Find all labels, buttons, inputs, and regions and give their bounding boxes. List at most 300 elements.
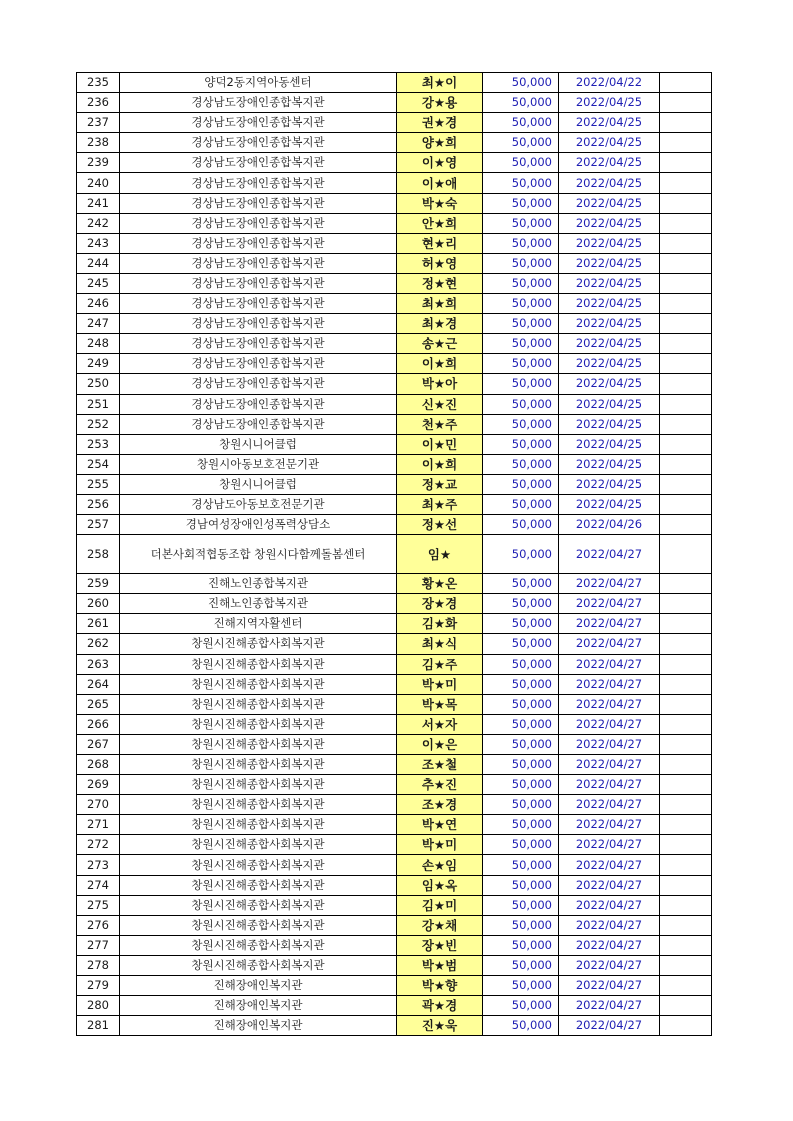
note-cell: [660, 394, 712, 414]
row-number: 236: [77, 93, 120, 113]
organization-name: 경상남도장애인종합복지관: [120, 153, 397, 173]
organization-name: 경상남도장애인종합복지관: [120, 133, 397, 153]
amount-value: 50,000: [483, 915, 559, 935]
table-row: [77, 955, 712, 975]
payment-date: 2022/04/25: [559, 394, 660, 414]
row-number: 248: [77, 334, 120, 354]
row-number: 235: [77, 73, 120, 93]
amount-value: 50,000: [483, 674, 559, 694]
recipient-name: 서★자: [397, 714, 483, 734]
organization-name: 창원시아동보호전문기관: [120, 454, 397, 474]
amount-value: 50,000: [483, 253, 559, 273]
table-row: [77, 113, 712, 133]
organization-name: 경상남도장애인종합복지관: [120, 233, 397, 253]
note-cell: [660, 73, 712, 93]
recipient-name: 이★영: [397, 153, 483, 173]
amount-value: 50,000: [483, 474, 559, 494]
recipient-name: 이★은: [397, 734, 483, 754]
recipient-name: 조★경: [397, 795, 483, 815]
recipient-name: 강★채: [397, 915, 483, 935]
table-row: [77, 133, 712, 153]
note-cell: [660, 535, 712, 574]
row-number: 259: [77, 574, 120, 594]
donation-table: [76, 72, 712, 1036]
row-number: 270: [77, 795, 120, 815]
table-row: [77, 454, 712, 474]
amount-value: 50,000: [483, 734, 559, 754]
organization-name: 진해지역자활센터: [120, 614, 397, 634]
organization-name: 경남여성장애인성폭력상담소: [120, 515, 397, 535]
payment-date: 2022/04/25: [559, 113, 660, 133]
note-cell: [660, 694, 712, 714]
recipient-name: 진★욱: [397, 1016, 483, 1036]
amount-value: 50,000: [483, 454, 559, 474]
organization-name: 진해노인종합복지관: [120, 574, 397, 594]
table-row: [77, 374, 712, 394]
amount-value: 50,000: [483, 875, 559, 895]
recipient-name: 허★영: [397, 253, 483, 273]
payment-date: 2022/04/27: [559, 976, 660, 996]
organization-name: 창원시진해종합사회복지관: [120, 775, 397, 795]
row-number: 254: [77, 454, 120, 474]
payment-date: 2022/04/27: [559, 654, 660, 674]
row-number: 247: [77, 314, 120, 334]
organization-name: 진해장애인복지관: [120, 976, 397, 996]
table-row: [77, 875, 712, 895]
note-cell: [660, 314, 712, 334]
recipient-name: 조★철: [397, 755, 483, 775]
payment-date: 2022/04/27: [559, 996, 660, 1016]
table-row: [77, 915, 712, 935]
row-number: 266: [77, 714, 120, 734]
amount-value: 50,000: [483, 795, 559, 815]
note-cell: [660, 434, 712, 454]
recipient-name: 강★용: [397, 93, 483, 113]
table-row: [77, 193, 712, 213]
payment-date: 2022/04/27: [559, 714, 660, 734]
recipient-name: 추★진: [397, 775, 483, 795]
note-cell: [660, 113, 712, 133]
recipient-name: 최★이: [397, 73, 483, 93]
amount-value: 50,000: [483, 515, 559, 535]
recipient-name: 이★민: [397, 434, 483, 454]
amount-value: 50,000: [483, 133, 559, 153]
note-cell: [660, 996, 712, 1016]
payment-date: 2022/04/25: [559, 374, 660, 394]
table-row: [77, 253, 712, 273]
organization-name: 경상남도장애인종합복지관: [120, 294, 397, 314]
table-row: [77, 734, 712, 754]
row-number: 258: [77, 535, 120, 574]
table-row: [77, 434, 712, 454]
payment-date: 2022/04/25: [559, 474, 660, 494]
amount-value: 50,000: [483, 153, 559, 173]
payment-date: 2022/04/25: [559, 454, 660, 474]
amount-value: 50,000: [483, 233, 559, 253]
recipient-name: 이★애: [397, 173, 483, 193]
recipient-name: 장★경: [397, 594, 483, 614]
row-number: 276: [77, 915, 120, 935]
table-row: [77, 594, 712, 614]
row-number: 275: [77, 895, 120, 915]
note-cell: [660, 955, 712, 975]
recipient-name: 정★교: [397, 474, 483, 494]
organization-name: 창원시진해종합사회복지관: [120, 875, 397, 895]
recipient-name: 황★온: [397, 574, 483, 594]
table-row: [77, 674, 712, 694]
payment-date: 2022/04/27: [559, 895, 660, 915]
note-cell: [660, 594, 712, 614]
table-row: [77, 314, 712, 334]
organization-name: 창원시니어클럽: [120, 474, 397, 494]
payment-date: 2022/04/27: [559, 535, 660, 574]
note-cell: [660, 895, 712, 915]
payment-date: 2022/04/25: [559, 273, 660, 293]
row-number: 249: [77, 354, 120, 374]
recipient-name: 최★경: [397, 314, 483, 334]
note-cell: [660, 775, 712, 795]
table-row: [77, 815, 712, 835]
recipient-name: 박★범: [397, 955, 483, 975]
row-number: 250: [77, 374, 120, 394]
organization-name: 창원시진해종합사회복지관: [120, 935, 397, 955]
row-number: 263: [77, 654, 120, 674]
amount-value: 50,000: [483, 996, 559, 1016]
recipient-name: 천★주: [397, 414, 483, 434]
payment-date: 2022/04/26: [559, 515, 660, 535]
organization-name: 창원시진해종합사회복지관: [120, 714, 397, 734]
note-cell: [660, 253, 712, 273]
amount-value: 50,000: [483, 955, 559, 975]
payment-date: 2022/04/25: [559, 494, 660, 514]
payment-date: 2022/04/27: [559, 815, 660, 835]
organization-name: 경상남도장애인종합복지관: [120, 414, 397, 434]
note-cell: [660, 173, 712, 193]
amount-value: 50,000: [483, 314, 559, 334]
row-number: 237: [77, 113, 120, 133]
organization-name: 창원시진해종합사회복지관: [120, 795, 397, 815]
recipient-name: 양★희: [397, 133, 483, 153]
amount-value: 50,000: [483, 334, 559, 354]
amount-value: 50,000: [483, 935, 559, 955]
note-cell: [660, 414, 712, 434]
table-row: [77, 1016, 712, 1036]
payment-date: 2022/04/25: [559, 294, 660, 314]
organization-name: 진해노인종합복지관: [120, 594, 397, 614]
note-cell: [660, 614, 712, 634]
table-row: [77, 93, 712, 113]
amount-value: 50,000: [483, 654, 559, 674]
amount-value: 50,000: [483, 273, 559, 293]
note-cell: [660, 233, 712, 253]
row-number: 279: [77, 976, 120, 996]
note-cell: [660, 213, 712, 233]
row-number: 268: [77, 755, 120, 775]
row-number: 264: [77, 674, 120, 694]
amount-value: 50,000: [483, 434, 559, 454]
row-number: 262: [77, 634, 120, 654]
recipient-name: 김★주: [397, 654, 483, 674]
note-cell: [660, 654, 712, 674]
amount-value: 50,000: [483, 394, 559, 414]
recipient-name: 손★임: [397, 855, 483, 875]
row-number: 269: [77, 775, 120, 795]
organization-name: 창원시진해종합사회복지관: [120, 694, 397, 714]
row-number: 278: [77, 955, 120, 975]
row-number: 281: [77, 1016, 120, 1036]
row-number: 256: [77, 494, 120, 514]
table-row: [77, 654, 712, 674]
row-number: 246: [77, 294, 120, 314]
amount-value: 50,000: [483, 815, 559, 835]
row-number: 245: [77, 273, 120, 293]
amount-value: 50,000: [483, 714, 559, 734]
organization-name: 창원시진해종합사회복지관: [120, 634, 397, 654]
organization-name: 경상남도아동보호전문기관: [120, 494, 397, 514]
recipient-name: 이★희: [397, 454, 483, 474]
organization-name: 더본사회적협동조합 창원시다함께돌봄센터: [120, 535, 397, 574]
recipient-name: 박★목: [397, 694, 483, 714]
organization-name: 경상남도장애인종합복지관: [120, 354, 397, 374]
table-row: [77, 976, 712, 996]
note-cell: [660, 855, 712, 875]
amount-value: 50,000: [483, 193, 559, 213]
table-row: [77, 173, 712, 193]
donation-table-body: [77, 73, 712, 1036]
recipient-name: 안★희: [397, 213, 483, 233]
organization-name: 창원시진해종합사회복지관: [120, 815, 397, 835]
amount-value: 50,000: [483, 755, 559, 775]
organization-name: 진해장애인복지관: [120, 1016, 397, 1036]
recipient-name: 임★옥: [397, 875, 483, 895]
recipient-name: 박★향: [397, 976, 483, 996]
table-row: [77, 213, 712, 233]
table-row: [77, 996, 712, 1016]
table-row: [77, 895, 712, 915]
note-cell: [660, 875, 712, 895]
table-row: [77, 795, 712, 815]
table-row: [77, 835, 712, 855]
row-number: 280: [77, 996, 120, 1016]
row-number: 271: [77, 815, 120, 835]
amount-value: 50,000: [483, 494, 559, 514]
row-number: 255: [77, 474, 120, 494]
recipient-name: 곽★경: [397, 996, 483, 1016]
amount-value: 50,000: [483, 835, 559, 855]
amount-value: 50,000: [483, 694, 559, 714]
organization-name: 경상남도장애인종합복지관: [120, 314, 397, 334]
payment-date: 2022/04/27: [559, 594, 660, 614]
note-cell: [660, 815, 712, 835]
payment-date: 2022/04/25: [559, 233, 660, 253]
table-row: [77, 494, 712, 514]
recipient-name: 박★미: [397, 835, 483, 855]
recipient-name: 임★: [397, 535, 483, 574]
recipient-name: 현★리: [397, 233, 483, 253]
table-row: [77, 694, 712, 714]
table-row: [77, 273, 712, 293]
payment-date: 2022/04/25: [559, 414, 660, 434]
recipient-name: 이★희: [397, 354, 483, 374]
row-number: 267: [77, 734, 120, 754]
note-cell: [660, 714, 712, 734]
note-cell: [660, 334, 712, 354]
recipient-name: 최★주: [397, 494, 483, 514]
table-row: [77, 414, 712, 434]
amount-value: 50,000: [483, 634, 559, 654]
payment-date: 2022/04/27: [559, 574, 660, 594]
note-cell: [660, 835, 712, 855]
table-row: [77, 394, 712, 414]
table-row: [77, 755, 712, 775]
organization-name: 양덕2동지역아동센터: [120, 73, 397, 93]
row-number: 265: [77, 694, 120, 714]
note-cell: [660, 474, 712, 494]
payment-date: 2022/04/27: [559, 935, 660, 955]
recipient-name: 최★희: [397, 294, 483, 314]
table-row: [77, 614, 712, 634]
recipient-name: 신★진: [397, 394, 483, 414]
amount-value: 50,000: [483, 73, 559, 93]
recipient-name: 김★미: [397, 895, 483, 915]
payment-date: 2022/04/27: [559, 835, 660, 855]
note-cell: [660, 354, 712, 374]
payment-date: 2022/04/25: [559, 354, 660, 374]
amount-value: 50,000: [483, 213, 559, 233]
note-cell: [660, 976, 712, 996]
note-cell: [660, 494, 712, 514]
payment-date: 2022/04/27: [559, 775, 660, 795]
table-row: [77, 334, 712, 354]
note-cell: [660, 515, 712, 535]
amount-value: 50,000: [483, 354, 559, 374]
organization-name: 경상남도장애인종합복지관: [120, 394, 397, 414]
payment-date: 2022/04/27: [559, 955, 660, 975]
table-row: [77, 73, 712, 93]
note-cell: [660, 935, 712, 955]
table-row: [77, 574, 712, 594]
row-number: 260: [77, 594, 120, 614]
organization-name: 창원시진해종합사회복지관: [120, 755, 397, 775]
note-cell: [660, 915, 712, 935]
amount-value: 50,000: [483, 93, 559, 113]
note-cell: [660, 153, 712, 173]
payment-date: 2022/04/25: [559, 193, 660, 213]
note-cell: [660, 133, 712, 153]
amount-value: 50,000: [483, 895, 559, 915]
recipient-name: 최★식: [397, 634, 483, 654]
row-number: 239: [77, 153, 120, 173]
payment-date: 2022/04/25: [559, 253, 660, 273]
note-cell: [660, 795, 712, 815]
payment-date: 2022/04/27: [559, 694, 660, 714]
payment-date: 2022/04/22: [559, 73, 660, 93]
organization-name: 경상남도장애인종합복지관: [120, 113, 397, 133]
note-cell: [660, 273, 712, 293]
row-number: 253: [77, 434, 120, 454]
organization-name: 경상남도장애인종합복지관: [120, 253, 397, 273]
amount-value: 50,000: [483, 614, 559, 634]
row-number: 243: [77, 233, 120, 253]
recipient-name: 정★선: [397, 515, 483, 535]
organization-name: 창원시진해종합사회복지관: [120, 855, 397, 875]
row-number: 252: [77, 414, 120, 434]
recipient-name: 박★아: [397, 374, 483, 394]
row-number: 244: [77, 253, 120, 273]
table-row: [77, 233, 712, 253]
payment-date: 2022/04/25: [559, 153, 660, 173]
table-row: [77, 535, 712, 574]
note-cell: [660, 755, 712, 775]
recipient-name: 장★빈: [397, 935, 483, 955]
row-number: 277: [77, 935, 120, 955]
organization-name: 창원시진해종합사회복지관: [120, 734, 397, 754]
recipient-name: 김★화: [397, 614, 483, 634]
recipient-name: 정★현: [397, 273, 483, 293]
amount-value: 50,000: [483, 775, 559, 795]
organization-name: 경상남도장애인종합복지관: [120, 193, 397, 213]
payment-date: 2022/04/27: [559, 634, 660, 654]
row-number: 242: [77, 213, 120, 233]
note-cell: [660, 193, 712, 213]
table-row: [77, 153, 712, 173]
organization-name: 창원시진해종합사회복지관: [120, 895, 397, 915]
payment-date: 2022/04/25: [559, 133, 660, 153]
payment-date: 2022/04/27: [559, 875, 660, 895]
payment-date: 2022/04/25: [559, 314, 660, 334]
organization-name: 진해장애인복지관: [120, 996, 397, 1016]
payment-date: 2022/04/27: [559, 855, 660, 875]
table-row: [77, 634, 712, 654]
table-row: [77, 354, 712, 374]
amount-value: 50,000: [483, 294, 559, 314]
payment-date: 2022/04/25: [559, 173, 660, 193]
payment-date: 2022/04/27: [559, 795, 660, 815]
recipient-name: 송★근: [397, 334, 483, 354]
amount-value: 50,000: [483, 574, 559, 594]
table-row: [77, 855, 712, 875]
amount-value: 50,000: [483, 414, 559, 434]
note-cell: [660, 734, 712, 754]
table-row: [77, 474, 712, 494]
payment-date: 2022/04/27: [559, 915, 660, 935]
amount-value: 50,000: [483, 1016, 559, 1036]
row-number: 240: [77, 173, 120, 193]
amount-value: 50,000: [483, 594, 559, 614]
row-number: 272: [77, 835, 120, 855]
organization-name: 경상남도장애인종합복지관: [120, 93, 397, 113]
payment-date: 2022/04/27: [559, 614, 660, 634]
note-cell: [660, 294, 712, 314]
organization-name: 창원시진해종합사회복지관: [120, 654, 397, 674]
row-number: 251: [77, 394, 120, 414]
organization-name: 경상남도장애인종합복지관: [120, 213, 397, 233]
organization-name: 창원시니어클럽: [120, 434, 397, 454]
payment-date: 2022/04/25: [559, 434, 660, 454]
row-number: 238: [77, 133, 120, 153]
row-number: 273: [77, 855, 120, 875]
note-cell: [660, 634, 712, 654]
organization-name: 창원시진해종합사회복지관: [120, 955, 397, 975]
table-row: [77, 714, 712, 734]
organization-name: 경상남도장애인종합복지관: [120, 334, 397, 354]
amount-value: 50,000: [483, 535, 559, 574]
row-number: 241: [77, 193, 120, 213]
table-row: [77, 775, 712, 795]
note-cell: [660, 454, 712, 474]
payment-date: 2022/04/27: [559, 755, 660, 775]
row-number: 257: [77, 515, 120, 535]
